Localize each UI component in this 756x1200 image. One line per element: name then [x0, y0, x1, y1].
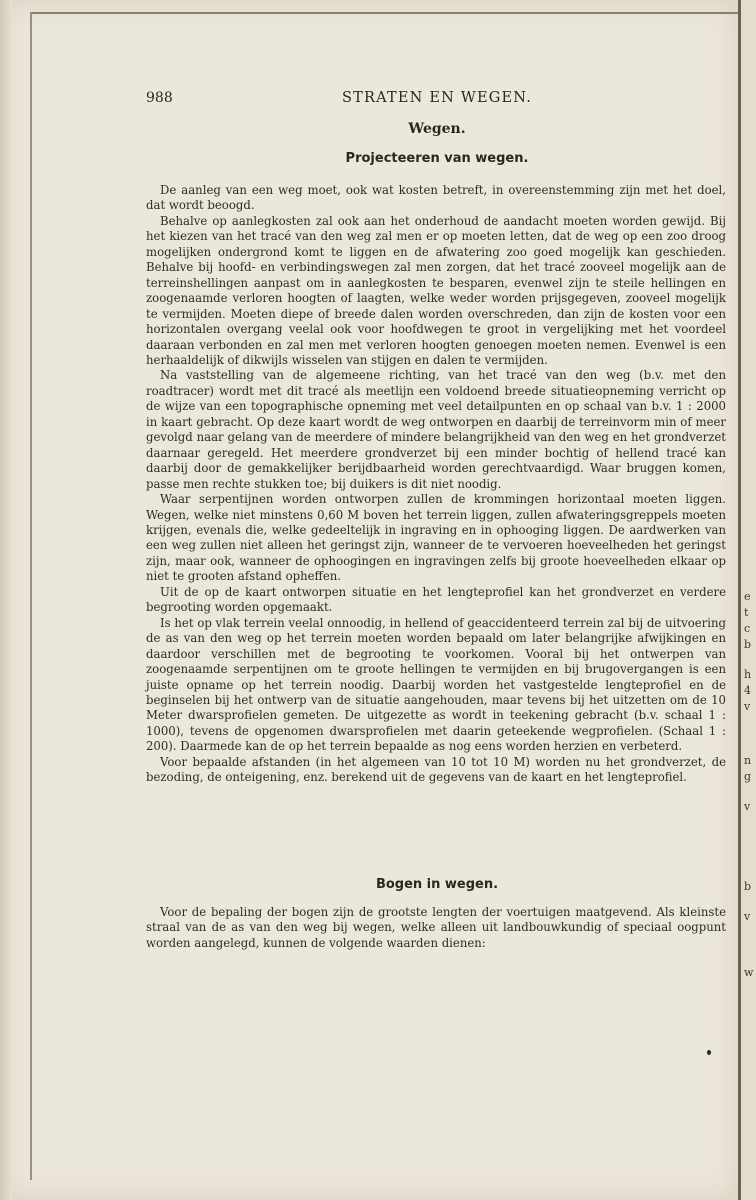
paragraph: De aanleg van een weg moet, ook wat kosten betreft, in overeenstemming zijn met het doel, dat wordt beoogd.	[146, 183, 726, 213]
adjacent-page-fragment: 4	[744, 684, 751, 697]
body-text-projecteeren	[146, 183, 726, 786]
adjacent-page-fragment: e	[744, 590, 751, 603]
adjacent-page-fragment: g	[744, 770, 752, 783]
adjacent-page-fragment: n	[744, 754, 752, 767]
adjacent-page-fragment: w	[744, 966, 754, 979]
paragraph: Voor bepaalde afstanden (in het algemeen van 10 tot 10 M) worden nu het grondverzet, de bezoding, de onteigening, enz. berekend uit de gegevens van de kaart en het lengteprofiel.	[146, 754, 726, 785]
paragraph: Behalve op aanlegkosten zal ook aan het onderhoud de aandacht moeten worden gewijd. Bij het kiezen van het tracé van den weg zal men er op moeten letten, dat de weg op een zoo droog mogelijken ondergrond komt te liggen en de afwatering zoo goed mogelijk kan geschieden. Behalve bij hoofd- en verbindingswegen zal men zorgen, dat het tracé zooveel mogelijk aan de terreinshellingen aanpast om in aanlegkosten te besparen, evenwel zijn te steile hellingen en zoogenaamde verloren hoogten of laagten, welke weder worden prijsgegeven, zooveel mogelijk te vermijden. Moeten diepe of breede dalen worden overschreden, dan zijn de kosten voor een horizontalen overgang veelal ook voor hoofdwegen te groot in vergelijking met het voordeel daaraan verbonden en zal men met verloren hoogten genoegen moeten nemen. Evenwel is een herhaaldelijk of dikwijls wisselen van stijgen en dalen te vermijden.	[146, 213, 726, 367]
paragraph: Is het op vlak terrein veelal onnoodig, in hellend of geaccidenteerd terrein zal bij de uitvoering de as van den weg op het terrein moeten worden bepaald om later belangrijke afwijkingen en daardoor verschillen met de begrooting te voorkomen. Vooral bij het ontwerpen van zoogenaamde serpentijnen om te groote hellingen te vermijden en bij brugovergangen is een juiste opname op het terrein noodig. Daarbij worden het vastgestelde lengteprofiel en de beginselen bij het ontwerp van de situatie aangehouden, maar tevens bij het uitzetten om de 10 Meter dwarsprofielen gemeten. De uitgezette as wordt in teekening gebracht (b.v. schaal 1 : 1000), tevens de opgenomen dwarsprofielen met daarin geteekende wegprofielen. (Schaal 1 : 200). Daarmede kan de op het terrein bepaalde as nog eens worden herzien en verbeterd.	[146, 615, 726, 754]
adjacent-page-edge	[738, 0, 756, 1200]
adjacent-page-fragment: v	[744, 700, 751, 713]
page-border-left	[30, 12, 32, 1180]
adjacent-page-fragment: v	[744, 800, 751, 813]
ink-speck	[707, 1050, 711, 1055]
adjacent-page-fragment: h	[744, 668, 752, 681]
page-number: 988	[146, 90, 173, 106]
adjacent-page-fragment: b	[744, 880, 752, 893]
page-header	[146, 90, 728, 110]
paragraph: Na vaststelling van de algemeene richting, van het tracé van den weg (b.v. met den roadtracer) wordt met dit tracé als meetlijn een voldoend breede situatieopneming verricht op de wijze van een topographische opneming met veel detailpunten en op schaal van b.v. 1 : 2000 in kaart gebracht. Op deze kaart wordt de weg ontworpen en daarbij de terreinvorm min of meer gevolgd naar gelang van de meerdere of mindere belangrijkheid van den weg en het grondverzet daarnaar geregeld. Het meerdere grondverzet bij een minder bochtig of hellend tracé kan daarbij door de gemakkelijker berijdbaarheid worden gerechtvaardigd. Waar bruggen komen, passe men rechte stukken toe; bij duikers is dit niet noodig.	[146, 368, 726, 491]
paragraph: Uit de op de kaart ontworpen situatie en het lengteprofiel kan het grondverzet en verdere begrooting worden opgemaakt.	[146, 584, 726, 615]
adjacent-page-fragment: b	[744, 638, 752, 651]
adjacent-page-fragment: v	[744, 910, 751, 923]
adjacent-page-fragment: c	[744, 622, 751, 635]
section-title: Wegen.	[408, 121, 466, 137]
running-title: STRATEN EN WEGEN.	[342, 90, 533, 106]
paragraph: Waar serpentijnen worden ontworpen zullen de krommingen horizontaal moeten liggen. Wegen, welke niet minstens 0,60 M boven het terrein liggen, zullen afwateringsgreppels moeten krijgen, evenals die, welke gedeeltelijk in ingraving en in ophooging liggen. De aardwerken van een weg zullen niet alleen het geringst zijn, wanneer de te vervoeren hoeveelheden het geringst zijn, maar ook, wanneer de ophoogingen en ingravingen zelfs bij groote hoeveelheden elkaar op niet te grooten afstand opheffen.	[146, 492, 726, 584]
page-gutter	[0, 0, 12, 1200]
adjacent-page-border	[738, 0, 741, 1200]
body-text-bogen	[146, 905, 726, 951]
section-title-bogen: Bogen in wegen.	[375, 877, 499, 892]
adjacent-page-fragment: t	[744, 606, 749, 619]
page-border-top	[30, 12, 738, 14]
section-subtitle: Projecteeren van wegen.	[345, 151, 529, 166]
paragraph: Voor de bepaling der bogen zijn de grootste lengten der voertuigen maatgevend. Als kleinste straal van de as van den weg bij wegen, welke alleen uit landbouwkundig of speciaal oogpunt worden aangelegd, kunnen de volgende waarden dienen:	[146, 905, 726, 950]
